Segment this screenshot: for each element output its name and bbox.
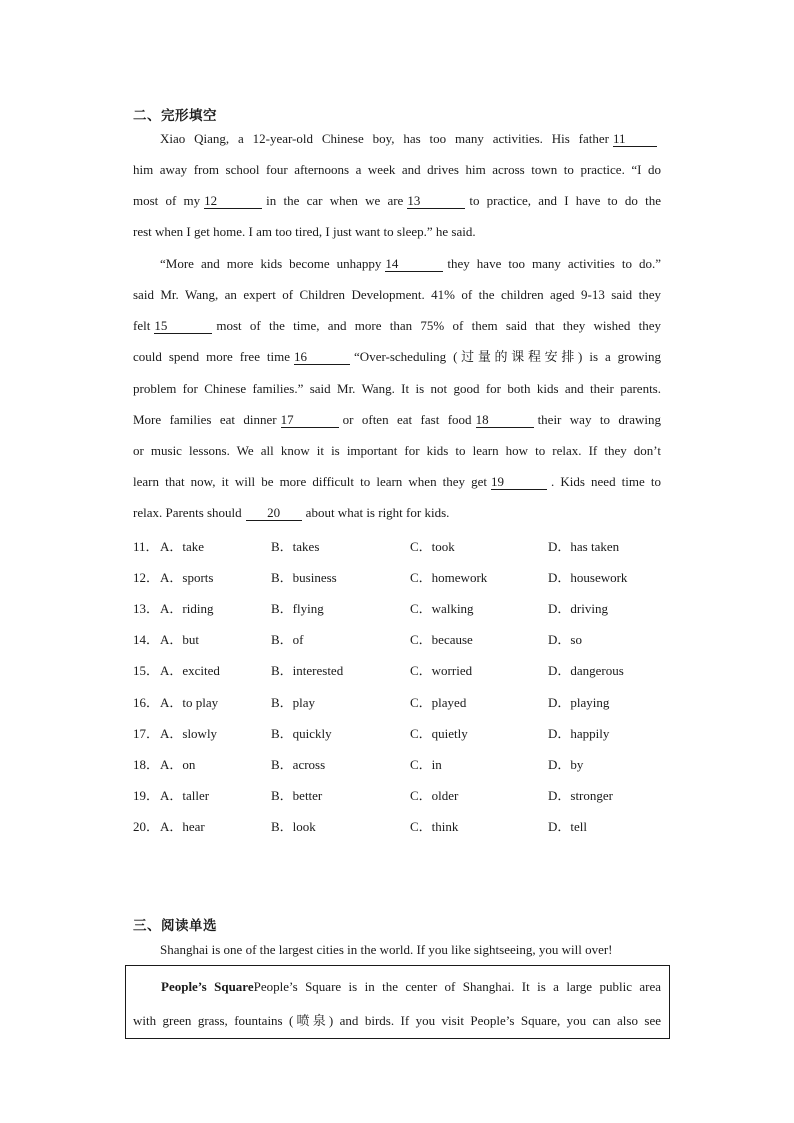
option-b[interactable]: B．quickly [271,726,332,741]
option-b[interactable]: B．better [271,788,323,803]
blank-14[interactable]: 14 [385,257,443,272]
option-c[interactable]: C．worried [410,663,473,678]
option-d[interactable]: D．has taken [548,539,620,554]
passage-line: rest when I get home. I am too tired, I just want to sleep.” he said. [133,224,476,239]
blank-16[interactable]: 16 [294,350,350,365]
box-title: People’s Square [161,979,254,994]
section3-heading: 三、阅读单选 [133,918,217,934]
blank-19[interactable]: 19 [491,475,547,490]
question-number: 19． [133,788,160,803]
option-a[interactable]: A．taller [160,788,210,803]
question-number: 12． [133,570,160,585]
option-b[interactable]: B．flying [271,601,324,616]
passage-line: said Mr. Wang, an expert of Children Development. 41% of the children aged 9-13 said they [133,287,661,302]
option-a[interactable]: A．but [160,632,200,647]
option-c[interactable]: C．because [410,632,473,647]
option-b[interactable]: B．look [271,819,316,834]
passage-line: most of my 12 in the car when we are 13 to practice, and I have to do the [133,193,661,208]
passage-line: him away from school four afternoons a week and drives him across town to practice. “I do [133,162,661,177]
option-d[interactable]: D．stronger [548,788,613,803]
question-number: 11． [133,539,159,554]
question-row [133,692,733,710]
question-row [133,660,733,678]
blank-13[interactable]: 13 [407,194,465,209]
blank-15[interactable]: 15 [154,319,212,334]
option-d[interactable]: D．tell [548,819,587,834]
option-c[interactable]: C．older [410,788,459,803]
option-a[interactable]: A．hear [160,819,205,834]
question-number: 14． [133,632,160,647]
section2-heading: 二、完形填空 [133,108,217,124]
option-d[interactable]: D．happily [548,726,610,741]
passage-line: could spend more free time 16 “Over-scheduling (过量的课程安排) is a growing [133,349,661,364]
option-c[interactable]: C．think [410,819,459,834]
blank-12[interactable]: 12 [204,194,262,209]
option-c[interactable]: C．took [410,539,455,554]
option-b[interactable]: B．interested [271,663,344,678]
box-line: People’s SquarePeople’s Square is in the center of Shanghai. It is a large public area [161,979,661,994]
option-d[interactable]: D．housework [548,570,628,585]
option-a[interactable]: A．take [160,539,205,554]
option-b[interactable]: B．of [271,632,304,647]
option-a[interactable]: A．slowly [160,726,218,741]
blank-18[interactable]: 18 [476,413,534,428]
passage-line: felt 15 most of the time, and more than 75% of them said that they wished they [133,318,661,333]
option-c[interactable]: C．in [410,757,442,772]
blank-20[interactable]: 20 [246,506,302,521]
option-b[interactable]: B．takes [271,539,320,554]
option-d[interactable]: D．driving [548,601,608,616]
question-row [133,754,733,772]
question-row [133,567,733,585]
reading-box [125,965,670,1039]
passage-line: problem for Chinese families.” said Mr. Wang. It is not good for both kids and their parents. [133,381,661,396]
option-a[interactable]: A．riding [160,601,214,616]
option-d[interactable]: D．dangerous [548,663,624,678]
question-row [133,629,733,647]
passage-line: learn that now, it will be more difficult to learn when they get 19 . Kids need time to [133,474,661,489]
box-line: with green grass, fountains (喷泉) and birds. If you visit People’s Square, you can also see [133,1013,661,1028]
option-b[interactable]: B．play [271,695,316,710]
option-c[interactable]: C．homework [410,570,488,585]
passage-line: relax. Parents should 20 about what is right for kids. [133,505,450,520]
passage-line: or music lessons. We all know it is important for kids to learn how to relax. If they don’t [133,443,661,458]
question-row [133,816,733,834]
option-a[interactable]: A．on [160,757,196,772]
passage-line: “More and more kids become unhappy 14 they have too many activities to do.” [160,256,661,271]
option-a[interactable]: A．sports [160,570,214,585]
passage-line: More families eat dinner 17 or often eat fast food 18 their way to drawing [133,412,661,427]
section3-intro: Shanghai is one of the largest cities in the world. If you like sightseeing, you will over! [160,942,613,957]
question-number: 15． [133,663,160,678]
option-a[interactable]: A．excited [160,663,220,678]
option-d[interactable]: D．playing [548,695,610,710]
option-c[interactable]: C．walking [410,601,474,616]
question-number: 17． [133,726,160,741]
option-d[interactable]: D．by [548,757,584,772]
question-row [133,723,733,741]
option-b[interactable]: B．across [271,757,326,772]
question-number: 16． [133,695,160,710]
option-c[interactable]: C．quietly [410,726,468,741]
question-row [133,598,733,616]
question-row [133,785,733,803]
question-number: 20． [133,819,160,834]
blank-11[interactable]: 11 [613,132,657,147]
option-c[interactable]: C．played [410,695,467,710]
passage-line: Xiao Qiang, a 12-year-old Chinese boy, has too many activities. His father 11 [160,130,661,148]
option-d[interactable]: D．so [548,632,582,647]
option-a[interactable]: A．to play [160,695,219,710]
question-number: 13． [133,601,160,616]
option-b[interactable]: B．business [271,570,337,585]
question-row [133,536,733,554]
blank-17[interactable]: 17 [281,413,339,428]
question-number: 18． [133,757,160,772]
